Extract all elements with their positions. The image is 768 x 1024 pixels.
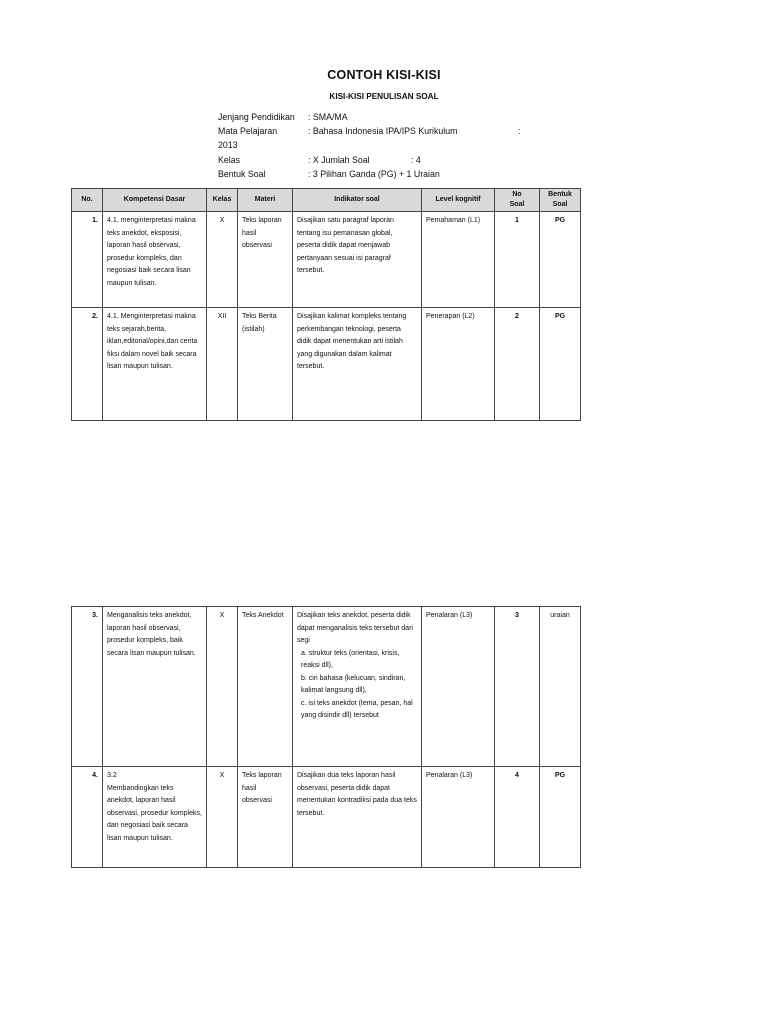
row-no-soal: 2 [495, 308, 540, 421]
row-kelas: XII [207, 308, 238, 421]
row-level: Pemahaman (L1) [422, 212, 495, 308]
row-bentuk: uraian [540, 607, 581, 767]
kd-text: Membandingkan teks anekdot, laporan hasil observasi, prosedur kompleks, dan negosiasi baik secara lisan maupun tulisan. [107, 784, 202, 842]
indikator-item-b: b. ciri bahasa (kelucuan, sindiran, kalimat langsung dll), [301, 674, 406, 694]
row-materi: Teks Anekdot [238, 607, 293, 767]
indikator-item-c: c. isi teks anekdot (tema, pesan, hal yang disindir dll) tersebut [301, 699, 413, 719]
row-indikator: Disajikan satu paragraf laporan tentang isu pemanasan global, peserta didik dapat menjawab pertanyaan sesuai isi paragraf tersebut. [293, 212, 422, 308]
row-bentuk: PG [540, 212, 581, 308]
row-materi: Teks laporan hasil observasi [238, 212, 293, 308]
row-level: Penalaran (L3) [422, 767, 495, 868]
bentuk-value: : 3 Pilihan Ganda (PG) + 1 Uraian [308, 169, 440, 179]
table-row [72, 212, 581, 308]
row-kompetensi-dasar: 4.1. Menginterpretasi makna teks sejarah,berita, iklan,editorial/opini,dan cerita fiksi dalam novel baik secara lisan maupun tulisan. [103, 308, 207, 421]
table-header-row [72, 189, 581, 212]
header-bentuk-soal: Bentuk Soal [540, 189, 581, 212]
row-no-soal: 4 [495, 767, 540, 868]
header-no-soal: No Soal [495, 189, 540, 212]
kd-number: 3.2 [107, 772, 117, 779]
row-kompetensi-dasar: Menganalisis teks anekdot, laporan hasil observasi, prosedur kompleks, baik secara lisan maupun tulisan. [103, 607, 207, 767]
row-no: 1. [72, 212, 103, 308]
header-kelas: Kelas [207, 189, 238, 212]
row-kompetensi-dasar: 4.1. menginterpretasi makna teks anekdot, eksposisi, laporan hasil observasi, prosedur kompleks, dan negosiasi baik secara lisan maupun tulisan. [103, 212, 207, 308]
row-indikator: Disajikan kalimat kompleks tentang perkembangan teknologi, peserta didik dapat menentukan arti istilah yang digunakan dalam kalimat tersebut. [293, 308, 422, 421]
row-no-soal: 3 [495, 607, 540, 767]
header-indikator: Indikator soal [293, 189, 422, 212]
bentuk-label: Bentuk Soal [218, 169, 266, 179]
row-bentuk: PG [540, 308, 581, 421]
indikator-item-a: a. struktur teks (orientasi, krisis, reaksi dll), [301, 649, 400, 669]
kelas-label: Kelas [218, 155, 241, 165]
table-row [72, 308, 581, 421]
header-no: No. [72, 189, 103, 212]
kelas-value: : X Jumlah Soal [308, 155, 370, 165]
header-level: Level kognitif [422, 189, 495, 212]
kisi-table-bottom [71, 606, 581, 868]
row-indikator [293, 607, 422, 767]
row-materi: Teks laporan hasil observasi [238, 767, 293, 868]
table-row [72, 607, 581, 767]
row-no: 4. [72, 767, 103, 868]
row-no: 3. [72, 607, 103, 767]
document-title: CONTOH KISI-KISI [327, 68, 441, 82]
row-bentuk: PG [540, 767, 581, 868]
row-kelas: X [207, 212, 238, 308]
mapel-year: 2013 [218, 140, 238, 150]
jenjang-value: : SMA/MA [308, 112, 348, 122]
mapel-value: : Bahasa Indonesia IPA/IPS Kurikulum [308, 126, 458, 136]
header-materi: Materi [238, 189, 293, 212]
row-level: Penerapan (L2) [422, 308, 495, 421]
table-row [72, 767, 581, 868]
mapel-colon: : [518, 126, 521, 136]
mapel-label: Mata Pelajaran [218, 126, 278, 136]
row-materi: Teks Berita (istilah) [238, 308, 293, 421]
indikator-intro: Disajikan teks anekdot, peserta didik dapat menganalisis teks tersebut dari segi [297, 612, 413, 644]
row-no-soal: 1 [495, 212, 540, 308]
row-kelas: X [207, 607, 238, 767]
row-level: Penalaran (L3) [422, 607, 495, 767]
row-indikator: Disajikan dua teks laporan hasil observasi, peserta didik dapat menentukan kontradiksi pada dua teks tersebut. [293, 767, 422, 868]
document-subtitle: KISI-KISI PENULISAN SOAL [329, 92, 439, 101]
row-kompetensi-dasar [103, 767, 207, 868]
row-kelas: X [207, 767, 238, 868]
kisi-table-top [71, 188, 581, 421]
jenjang-label: Jenjang Pendidikan [218, 112, 295, 122]
jumlah-soal-value: : 4 [411, 155, 421, 165]
header-kompetensi-dasar: Kompetensi Dasar [103, 189, 207, 212]
row-no: 2. [72, 308, 103, 421]
